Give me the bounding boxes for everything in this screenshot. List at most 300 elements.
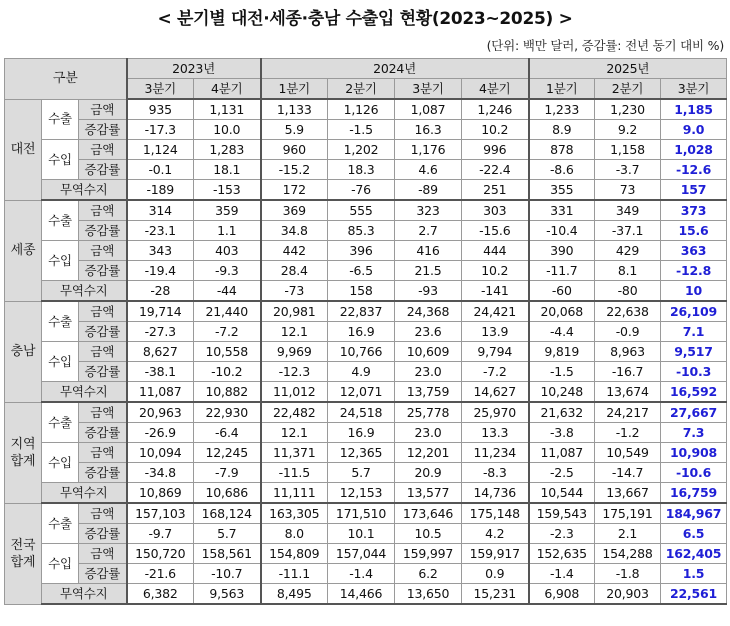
value-cell: 10.5	[395, 524, 462, 544]
header-category: 구분	[5, 59, 127, 100]
value-cell: 10.0	[194, 120, 261, 140]
value-cell: 16.9	[328, 322, 395, 342]
value-cell: 1,028	[661, 140, 727, 160]
value-cell: -12.8	[661, 261, 727, 281]
value-cell: -2.3	[529, 524, 595, 544]
value-cell: 16,592	[661, 382, 727, 403]
value-cell: -89	[395, 180, 462, 201]
value-cell: 26,109	[661, 301, 727, 322]
value-cell: -2.5	[529, 463, 595, 483]
amount-label: 금액	[79, 140, 127, 160]
value-cell: 157,103	[127, 503, 194, 524]
value-cell: 7.3	[661, 423, 727, 443]
region-label: 전국 합계	[5, 503, 42, 604]
table-row	[5, 99, 727, 120]
value-cell: 10,558	[194, 342, 261, 362]
rate-label: 증감률	[79, 322, 127, 342]
value-cell: 349	[595, 200, 661, 221]
table-row	[5, 322, 727, 342]
value-cell: 13,674	[595, 382, 661, 403]
table-row	[5, 584, 727, 605]
value-cell: 9.2	[595, 120, 661, 140]
value-cell: -73	[261, 281, 328, 302]
value-cell: -12.6	[661, 160, 727, 180]
value-cell: 25,778	[395, 402, 462, 423]
rate-label: 증감률	[79, 160, 127, 180]
import-label: 수입	[42, 544, 79, 584]
table-body	[5, 99, 727, 604]
value-cell: 13.9	[462, 322, 529, 342]
value-cell: 10	[661, 281, 727, 302]
page-title: < 분기별 대전·세종·충남 수출입 현황(2023~2025) >	[157, 9, 573, 29]
value-cell: 16.3	[395, 120, 462, 140]
value-cell: 18.3	[328, 160, 395, 180]
header-quarter: 4분기	[194, 79, 261, 100]
export-label: 수출	[42, 503, 79, 544]
value-cell: 4.9	[328, 362, 395, 382]
value-cell: -10.3	[661, 362, 727, 382]
rate-label: 증감률	[79, 564, 127, 584]
value-cell: 1.5	[661, 564, 727, 584]
value-cell: 416	[395, 241, 462, 261]
value-cell: 1,246	[462, 99, 529, 120]
value-cell: -7.2	[194, 322, 261, 342]
value-cell: 5.9	[261, 120, 328, 140]
value-cell: 13.3	[462, 423, 529, 443]
unit-note: (단위: 백만 달러, 증감률: 전년 동기 대비 %)	[486, 38, 724, 53]
value-cell: -1.2	[595, 423, 661, 443]
value-cell: 184,967	[661, 503, 727, 524]
amount-label: 금액	[79, 301, 127, 322]
value-cell: 14,466	[328, 584, 395, 605]
export-label: 수출	[42, 200, 79, 241]
amount-label: 금액	[79, 544, 127, 564]
trade-balance-label: 무역수지	[42, 281, 127, 302]
value-cell: 10.2	[462, 261, 529, 281]
value-cell: -44	[194, 281, 261, 302]
value-cell: -10.7	[194, 564, 261, 584]
value-cell: 5.7	[328, 463, 395, 483]
table-row	[5, 524, 727, 544]
rate-label: 증감률	[79, 463, 127, 483]
value-cell: 373	[661, 200, 727, 221]
value-cell: 12.1	[261, 423, 328, 443]
value-cell: 15,231	[462, 584, 529, 605]
value-cell: 13,667	[595, 483, 661, 504]
table-row	[5, 503, 727, 524]
value-cell: 20,963	[127, 402, 194, 423]
value-cell: 1,133	[261, 99, 328, 120]
table-row	[5, 261, 727, 281]
value-cell: 10,544	[529, 483, 595, 504]
header-year-2023: 2023년	[127, 59, 261, 79]
value-cell: 159,997	[395, 544, 462, 564]
header-quarter: 3분기	[661, 79, 727, 100]
value-cell: 429	[595, 241, 661, 261]
value-cell: -0.9	[595, 322, 661, 342]
value-cell: 8.9	[529, 120, 595, 140]
value-cell: 163,305	[261, 503, 328, 524]
value-cell: 11,111	[261, 483, 328, 504]
value-cell: 390	[529, 241, 595, 261]
region-label: 충남	[5, 301, 42, 402]
header-quarter: 1분기	[529, 79, 595, 100]
value-cell: 6.5	[661, 524, 727, 544]
rate-label: 증감률	[79, 524, 127, 544]
value-cell: 24,217	[595, 402, 661, 423]
table-row	[5, 443, 727, 463]
value-cell: 8,963	[595, 342, 661, 362]
value-cell: -76	[328, 180, 395, 201]
value-cell: 1,176	[395, 140, 462, 160]
value-cell: 10,609	[395, 342, 462, 362]
value-cell: -8.3	[462, 463, 529, 483]
value-cell: -7.9	[194, 463, 261, 483]
table-row	[5, 463, 727, 483]
import-label: 수입	[42, 342, 79, 382]
table-row	[5, 120, 727, 140]
value-cell: 355	[529, 180, 595, 201]
value-cell: 19,714	[127, 301, 194, 322]
value-cell: -34.8	[127, 463, 194, 483]
value-cell: -9.3	[194, 261, 261, 281]
value-cell: -15.6	[462, 221, 529, 241]
value-cell: -8.6	[529, 160, 595, 180]
table-row	[5, 402, 727, 423]
value-cell: 18.1	[194, 160, 261, 180]
value-cell: 9,563	[194, 584, 261, 605]
header-quarter: 3분기	[395, 79, 462, 100]
value-cell: -0.1	[127, 160, 194, 180]
value-cell: 996	[462, 140, 529, 160]
amount-label: 금액	[79, 200, 127, 221]
header-quarter: 3분기	[127, 79, 194, 100]
table-row	[5, 241, 727, 261]
table-row	[5, 423, 727, 443]
value-cell: 162,405	[661, 544, 727, 564]
value-cell: 158	[328, 281, 395, 302]
value-cell: -23.1	[127, 221, 194, 241]
header-year-2025: 2025년	[529, 59, 727, 79]
trade-balance-label: 무역수지	[42, 483, 127, 504]
value-cell: 12,201	[395, 443, 462, 463]
value-cell: 154,288	[595, 544, 661, 564]
header-year-2024: 2024년	[261, 59, 529, 79]
value-cell: 16,759	[661, 483, 727, 504]
value-cell: 8.0	[261, 524, 328, 544]
value-cell: 159,543	[529, 503, 595, 524]
trade-table	[4, 58, 727, 605]
value-cell: -93	[395, 281, 462, 302]
value-cell: -16.7	[595, 362, 661, 382]
value-cell: 442	[261, 241, 328, 261]
value-cell: 9.0	[661, 120, 727, 140]
value-cell: 175,148	[462, 503, 529, 524]
table-row	[5, 221, 727, 241]
value-cell: -10.2	[194, 362, 261, 382]
value-cell: -26.9	[127, 423, 194, 443]
amount-label: 금액	[79, 342, 127, 362]
header-quarter: 4분기	[462, 79, 529, 100]
table-row	[5, 362, 727, 382]
rate-label: 증감률	[79, 261, 127, 281]
value-cell: -38.1	[127, 362, 194, 382]
value-cell: 152,635	[529, 544, 595, 564]
value-cell: 20.9	[395, 463, 462, 483]
value-cell: 1,124	[127, 140, 194, 160]
value-cell: 12,153	[328, 483, 395, 504]
value-cell: 24,518	[328, 402, 395, 423]
trade-balance-label: 무역수지	[42, 382, 127, 403]
trade-balance-label: 무역수지	[42, 584, 127, 605]
value-cell: 251	[462, 180, 529, 201]
value-cell: 12.1	[261, 322, 328, 342]
amount-label: 금액	[79, 99, 127, 120]
value-cell: 4.2	[462, 524, 529, 544]
export-label: 수출	[42, 301, 79, 342]
value-cell: -1.5	[328, 120, 395, 140]
value-cell: 444	[462, 241, 529, 261]
value-cell: 1.1	[194, 221, 261, 241]
value-cell: 13,759	[395, 382, 462, 403]
value-cell: 12,071	[328, 382, 395, 403]
value-cell: 157	[661, 180, 727, 201]
value-cell: 23.0	[395, 362, 462, 382]
table-row	[5, 382, 727, 403]
value-cell: 11,234	[462, 443, 529, 463]
value-cell: 22,482	[261, 402, 328, 423]
value-cell: 22,837	[328, 301, 395, 322]
value-cell: 1,230	[595, 99, 661, 120]
value-cell: 21.5	[395, 261, 462, 281]
amount-label: 금액	[79, 241, 127, 261]
table-row	[5, 160, 727, 180]
value-cell: 935	[127, 99, 194, 120]
value-cell: -21.6	[127, 564, 194, 584]
region-label: 세종	[5, 200, 42, 301]
value-cell: -1.5	[529, 362, 595, 382]
value-cell: -3.8	[529, 423, 595, 443]
value-cell: 157,044	[328, 544, 395, 564]
value-cell: 10,549	[595, 443, 661, 463]
value-cell: -80	[595, 281, 661, 302]
import-label: 수입	[42, 443, 79, 483]
value-cell: 960	[261, 140, 328, 160]
value-cell: 359	[194, 200, 261, 221]
value-cell: -189	[127, 180, 194, 201]
value-cell: -28	[127, 281, 194, 302]
value-cell: 22,638	[595, 301, 661, 322]
value-cell: 85.3	[328, 221, 395, 241]
value-cell: 8,495	[261, 584, 328, 605]
value-cell: -1.4	[328, 564, 395, 584]
value-cell: 10,908	[661, 443, 727, 463]
value-cell: 173,646	[395, 503, 462, 524]
value-cell: 10.2	[462, 120, 529, 140]
value-cell: 14,627	[462, 382, 529, 403]
value-cell: 23.0	[395, 423, 462, 443]
value-cell: 15.6	[661, 221, 727, 241]
value-cell: 6,382	[127, 584, 194, 605]
value-cell: 14,736	[462, 483, 529, 504]
value-cell: 1,131	[194, 99, 261, 120]
value-cell: 28.4	[261, 261, 328, 281]
value-cell: 23.6	[395, 322, 462, 342]
rate-label: 증감률	[79, 423, 127, 443]
amount-label: 금액	[79, 402, 127, 423]
value-cell: -19.4	[127, 261, 194, 281]
value-cell: 9,819	[529, 342, 595, 362]
header-quarter: 2분기	[328, 79, 395, 100]
value-cell: -4.4	[529, 322, 595, 342]
value-cell: -12.3	[261, 362, 328, 382]
value-cell: 25,970	[462, 402, 529, 423]
value-cell: 369	[261, 200, 328, 221]
table-row	[5, 281, 727, 302]
value-cell: -10.6	[661, 463, 727, 483]
value-cell: 6.2	[395, 564, 462, 584]
value-cell: 150,720	[127, 544, 194, 564]
value-cell: 2.7	[395, 221, 462, 241]
value-cell: 11,371	[261, 443, 328, 463]
value-cell: 1,283	[194, 140, 261, 160]
value-cell: 323	[395, 200, 462, 221]
value-cell: 24,368	[395, 301, 462, 322]
value-cell: -17.3	[127, 120, 194, 140]
value-cell: -11.7	[529, 261, 595, 281]
value-cell: 878	[529, 140, 595, 160]
value-cell: -11.5	[261, 463, 328, 483]
value-cell: 12,245	[194, 443, 261, 463]
value-cell: 314	[127, 200, 194, 221]
value-cell: 24,421	[462, 301, 529, 322]
value-cell: 10,094	[127, 443, 194, 463]
value-cell: 11,012	[261, 382, 328, 403]
value-cell: 10,882	[194, 382, 261, 403]
value-cell: 10,766	[328, 342, 395, 362]
value-cell: -6.4	[194, 423, 261, 443]
value-cell: 21,440	[194, 301, 261, 322]
value-cell: -37.1	[595, 221, 661, 241]
value-cell: 20,068	[529, 301, 595, 322]
table-row	[5, 180, 727, 201]
amount-label: 금액	[79, 503, 127, 524]
value-cell: 11,087	[127, 382, 194, 403]
import-label: 수입	[42, 140, 79, 180]
value-cell: 16.9	[328, 423, 395, 443]
value-cell: 10,686	[194, 483, 261, 504]
table-row	[5, 564, 727, 584]
value-cell: -10.4	[529, 221, 595, 241]
value-cell: -27.3	[127, 322, 194, 342]
value-cell: -15.2	[261, 160, 328, 180]
value-cell: -9.7	[127, 524, 194, 544]
value-cell: 12,365	[328, 443, 395, 463]
value-cell: 555	[328, 200, 395, 221]
value-cell: 20,981	[261, 301, 328, 322]
value-cell: 363	[661, 241, 727, 261]
value-cell: 154,809	[261, 544, 328, 564]
value-cell: -60	[529, 281, 595, 302]
table-row	[5, 544, 727, 564]
amount-label: 금액	[79, 443, 127, 463]
header-quarter: 2분기	[595, 79, 661, 100]
value-cell: -7.2	[462, 362, 529, 382]
value-cell: -6.5	[328, 261, 395, 281]
value-cell: 403	[194, 241, 261, 261]
value-cell: 8.1	[595, 261, 661, 281]
value-cell: 6,908	[529, 584, 595, 605]
value-cell: 11,087	[529, 443, 595, 463]
table-row	[5, 200, 727, 221]
value-cell: 7.1	[661, 322, 727, 342]
value-cell: 303	[462, 200, 529, 221]
value-cell: 34.8	[261, 221, 328, 241]
value-cell: 396	[328, 241, 395, 261]
region-label: 대전	[5, 99, 42, 200]
value-cell: 13,650	[395, 584, 462, 605]
value-cell: 1,087	[395, 99, 462, 120]
value-cell: 158,561	[194, 544, 261, 564]
header-quarter: 1분기	[261, 79, 328, 100]
value-cell: 73	[595, 180, 661, 201]
value-cell: 9,969	[261, 342, 328, 362]
value-cell: -153	[194, 180, 261, 201]
value-cell: -3.7	[595, 160, 661, 180]
rate-label: 증감률	[79, 362, 127, 382]
value-cell: 10.1	[328, 524, 395, 544]
value-cell: 9,794	[462, 342, 529, 362]
value-cell: 0.9	[462, 564, 529, 584]
value-cell: 1,233	[529, 99, 595, 120]
value-cell: 175,191	[595, 503, 661, 524]
value-cell: 8,627	[127, 342, 194, 362]
value-cell: 1,158	[595, 140, 661, 160]
value-cell: 4.6	[395, 160, 462, 180]
value-cell: 10,869	[127, 483, 194, 504]
value-cell: 343	[127, 241, 194, 261]
value-cell: 13,577	[395, 483, 462, 504]
value-cell: 168,124	[194, 503, 261, 524]
value-cell: -1.4	[529, 564, 595, 584]
value-cell: 21,632	[529, 402, 595, 423]
rate-label: 증감률	[79, 221, 127, 241]
value-cell: -1.8	[595, 564, 661, 584]
export-label: 수출	[42, 402, 79, 443]
value-cell: 331	[529, 200, 595, 221]
value-cell: 22,930	[194, 402, 261, 423]
value-cell: 2.1	[595, 524, 661, 544]
value-cell: 5.7	[194, 524, 261, 544]
import-label: 수입	[42, 241, 79, 281]
trade-balance-label: 무역수지	[42, 180, 127, 201]
value-cell: 20,903	[595, 584, 661, 605]
table-row	[5, 342, 727, 362]
value-cell: -11.1	[261, 564, 328, 584]
value-cell: 9,517	[661, 342, 727, 362]
region-label: 지역 합계	[5, 402, 42, 503]
value-cell: 10,248	[529, 382, 595, 403]
value-cell: -141	[462, 281, 529, 302]
value-cell: 1,202	[328, 140, 395, 160]
value-cell: 1,126	[328, 99, 395, 120]
export-label: 수출	[42, 99, 79, 140]
value-cell: -22.4	[462, 160, 529, 180]
table-row	[5, 140, 727, 160]
value-cell: 171,510	[328, 503, 395, 524]
value-cell: 22,561	[661, 584, 727, 605]
value-cell: 27,667	[661, 402, 727, 423]
